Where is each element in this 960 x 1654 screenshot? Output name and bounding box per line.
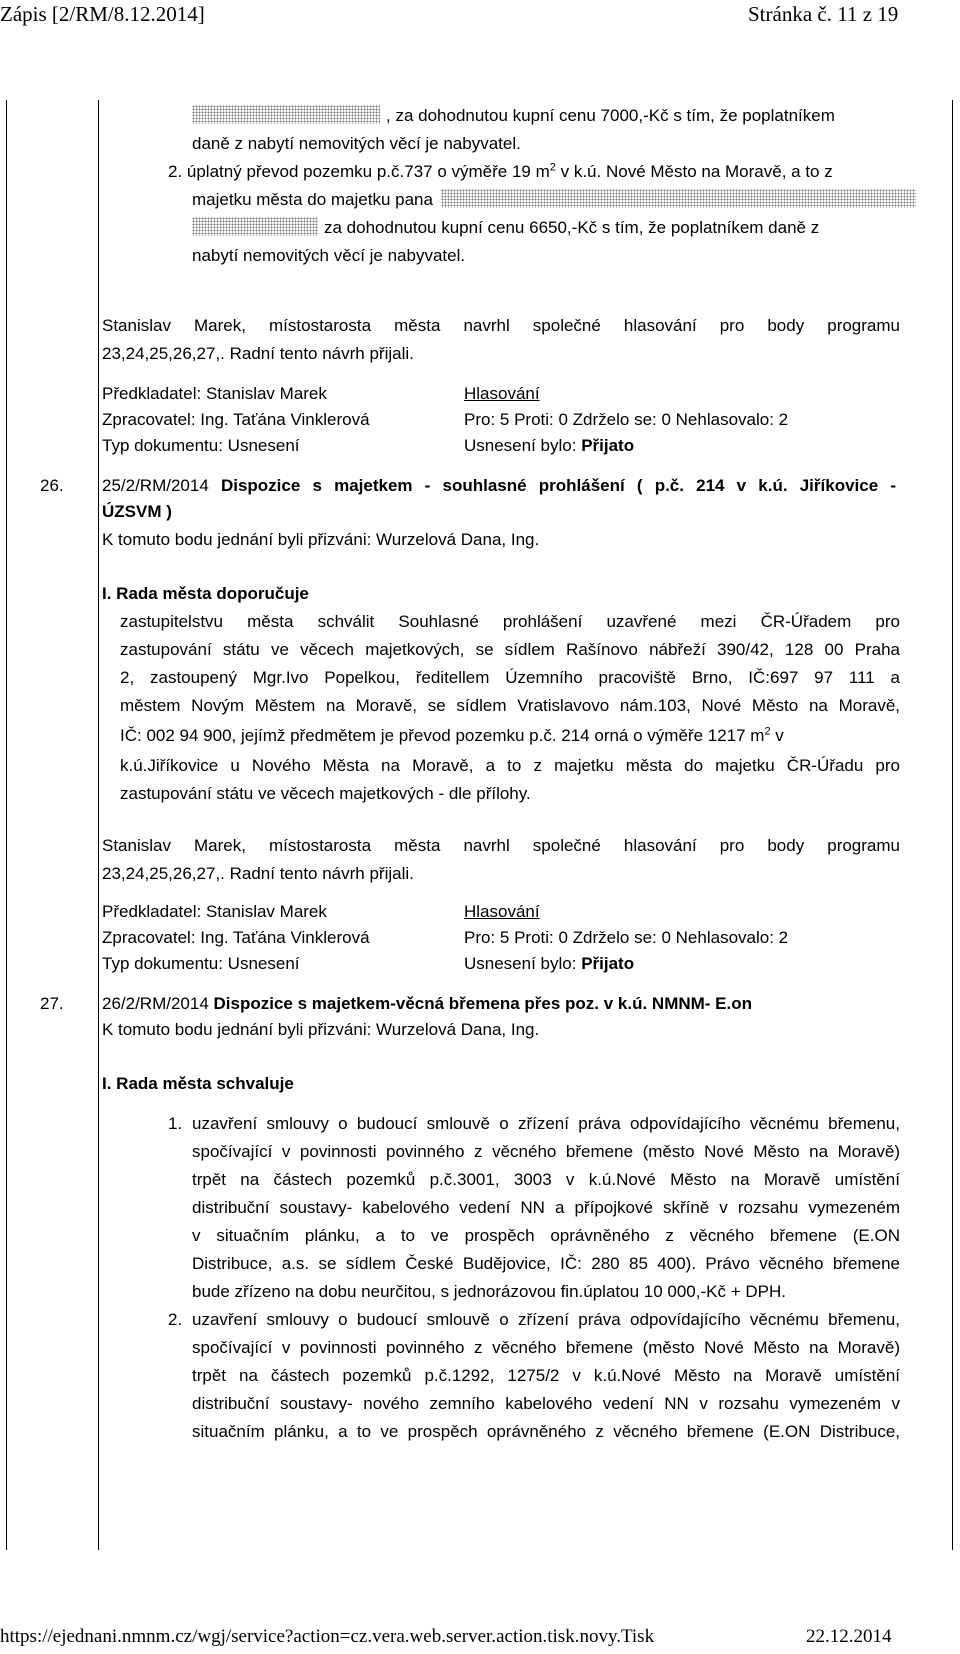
typ-dokumentu: Typ dokumentu: Usnesení (102, 954, 300, 973)
item26-para-line: k.ú.Jiříkovice u Nového Města na Moravě, a to z majetku města do majetku ČR-Úřadu pro (120, 756, 900, 775)
table-border-right (952, 100, 953, 1550)
vote-result: Pro: 5 Proti: 0 Zdrželo se: 0 Nehlasovalo: 2 (464, 410, 789, 429)
item26-heading: I. Rada města doporučuje (102, 584, 309, 603)
footer-date: 22.12.2014 (806, 1626, 892, 1647)
predkladatel: Předkladatel: Stanislav Marek (102, 384, 327, 403)
zpracovatel: Zpracovatel: Ing. Taťána Vinklerová (102, 410, 370, 429)
item26-para-line: městem Novým Městem na Moravě, se sídlem Vratislavovo nám.103, Nové Město na Moravě, (120, 696, 900, 715)
redacted-name (192, 105, 380, 124)
item27-list-line: spočívající v povinnosti povinného z věcného břemene (město Nové Město na Moravě) (192, 1338, 900, 1357)
item27-list-line: v situačním plánku, a to ve prospěch oprávněného z věcného břemene (E.ON (192, 1226, 900, 1245)
item26-para-line: zastupitelstvu města schválit Souhlasné prohlášení uzavřené mezi ČR-Úřadem pro (120, 612, 900, 631)
hlasovani-link[interactable]: Hlasování (464, 384, 540, 403)
typ-dokumentu: Typ dokumentu: Usnesení (102, 436, 300, 455)
item26-para-line: zastupování státu ve věcech majetkových, se sídlem Rašínovo nábřeží 390/42, 128 00 Praha (120, 640, 900, 659)
item26-para-line: zastupování státu ve věcech majetkových - dle přílohy. (120, 784, 531, 803)
table-border-left (6, 100, 7, 1550)
vote-intro-line1: Stanislav Marek, místostarosta města navrhl společné hlasování pro body programu (102, 836, 900, 855)
hlasovani-link[interactable]: Hlasování (464, 902, 540, 921)
item27-list-number: 2. (168, 1310, 183, 1329)
redacted-name (192, 217, 318, 236)
block1-line2: daně z nabytí nemovitých věcí je nabyvatel. (192, 134, 521, 153)
block1-line5: za dohodnutou kupní cenu 6650,-Kč s tím, že poplatníkem daně z (192, 214, 819, 242)
item27-invited: K tomuto bodu jednání byli přizváni: Wurzelová Dana, Ing. (102, 1020, 540, 1039)
item27-list-line: Distribuce, a.s. se sídlem České Budějovice, IČ: 280 85 400). Právo věcného břemene (192, 1254, 900, 1273)
vote-result: Pro: 5 Proti: 0 Zdrželo se: 0 Nehlasovalo: 2 (464, 928, 789, 947)
usneseni-status: Usnesení bylo: Přijato (464, 436, 635, 455)
item27-title: 26/2/RM/2014 Dispozice s majetkem-věcná břemena přes poz. v k.ú. NMNM- E.on (102, 994, 753, 1013)
vote-intro-line2: 23,24,25,26,27,. Radní tento návrh přijali. (102, 864, 414, 883)
item27-list-line: situačním plánku, a to ve prospěch oprávněného z věcného břemene (E.ON Distribuce, (192, 1422, 900, 1441)
predkladatel: Předkladatel: Stanislav Marek (102, 902, 327, 921)
item27-list-line: uzavření smlouvy o budoucí smlouvě o zřízení práva odpovídajícího věcnému břemenu, (192, 1114, 900, 1133)
usneseni-status: Usnesení bylo: Přijato (464, 954, 635, 973)
item27-list-line: bude zřízeno na dobu neurčitou, s jednorázovou fin.úplatou 10 000,-Kč + DPH. (192, 1282, 786, 1301)
block1-line6: nabytí nemovitých věcí je nabyvatel. (192, 246, 466, 265)
item26-title: 25/2/RM/2014 Dispozice s majetkem - souhlasné prohlášení ( p.č. 214 v k.ú. Jiříkovice - (102, 476, 896, 495)
item26-invited: K tomuto bodu jednání byli přizváni: Wurzelová Dana, Ing. (102, 530, 540, 549)
item26-para-line: IČ: 002 94 900, jejímž předmětem je převod pozemku p.č. 214 orná o výměře 1217 $m^2$ v (120, 725, 784, 745)
page-header-page-number: Stránka č. 11 z 19 (748, 2, 899, 26)
block1-line3: 2. úplatný převod pozemku p.č.737 o výměře 19 $m^2$ v k.ú. Nové Město na Moravě, a to z (168, 161, 833, 181)
redacted-name (441, 189, 916, 208)
item27-list-line: spočívající v povinnosti povinného z věcného břemene (město Nové Město na Moravě) (192, 1142, 900, 1161)
item27-list-line: trpět na částech pozemků p.č.1292, 1275/2 v k.ú.Nové Město na Moravě umístění (192, 1366, 900, 1385)
item26-para-line: 2, zastoupený Mgr.Ivo Popelkou, ředitellem Územního pracoviště Brno, IČ:697 97 111 a (120, 668, 900, 687)
item27-list-number: 1. (168, 1114, 183, 1133)
page-header-title: Zápis [2/RM/8.12.2014] (0, 2, 205, 26)
item27-heading: I. Rada města schvaluje (102, 1074, 294, 1093)
table-border-inner (98, 100, 99, 1550)
footer-url[interactable]: https://ejednani.nmnm.cz/wgj/service?action=cz.vera.web.server.action.tisk.novy.Tisk (0, 1626, 655, 1647)
vote-intro-line1: Stanislav Marek, místostarosta města navrhl společné hlasování pro body programu (102, 316, 900, 335)
item26-number: 26. (40, 476, 64, 495)
item27-list-line: distribuční soustavy- kabelového vedení NN a přípojkové skříně v rozsahu vymezeném (192, 1198, 900, 1217)
item27-list-line: distribuční soustavy- nového zemního kabelového vedení NN v rozsahu vymezeném v (192, 1394, 900, 1413)
zpracovatel: Zpracovatel: Ing. Taťána Vinklerová (102, 928, 370, 947)
block1-line1: , za dohodnutou kupní cenu 7000,-Kč s tím, že poplatníkem (192, 102, 835, 130)
item27-list-line: trpět na částech pozemků p.č.3001, 3003 v k.ú.Nové Město na Moravě umístění (192, 1170, 900, 1189)
item27-number: 27. (40, 994, 64, 1013)
item26-title-cont: ÚZSVM ) (102, 502, 172, 521)
item27-list-line: uzavření smlouvy o budoucí smlouvě o zřízení práva odpovídajícího věcnému břemenu, (192, 1310, 900, 1329)
vote-intro-line2: 23,24,25,26,27,. Radní tento návrh přijali. (102, 344, 414, 363)
block1-line4: majetku města do majetku pana (192, 186, 922, 214)
